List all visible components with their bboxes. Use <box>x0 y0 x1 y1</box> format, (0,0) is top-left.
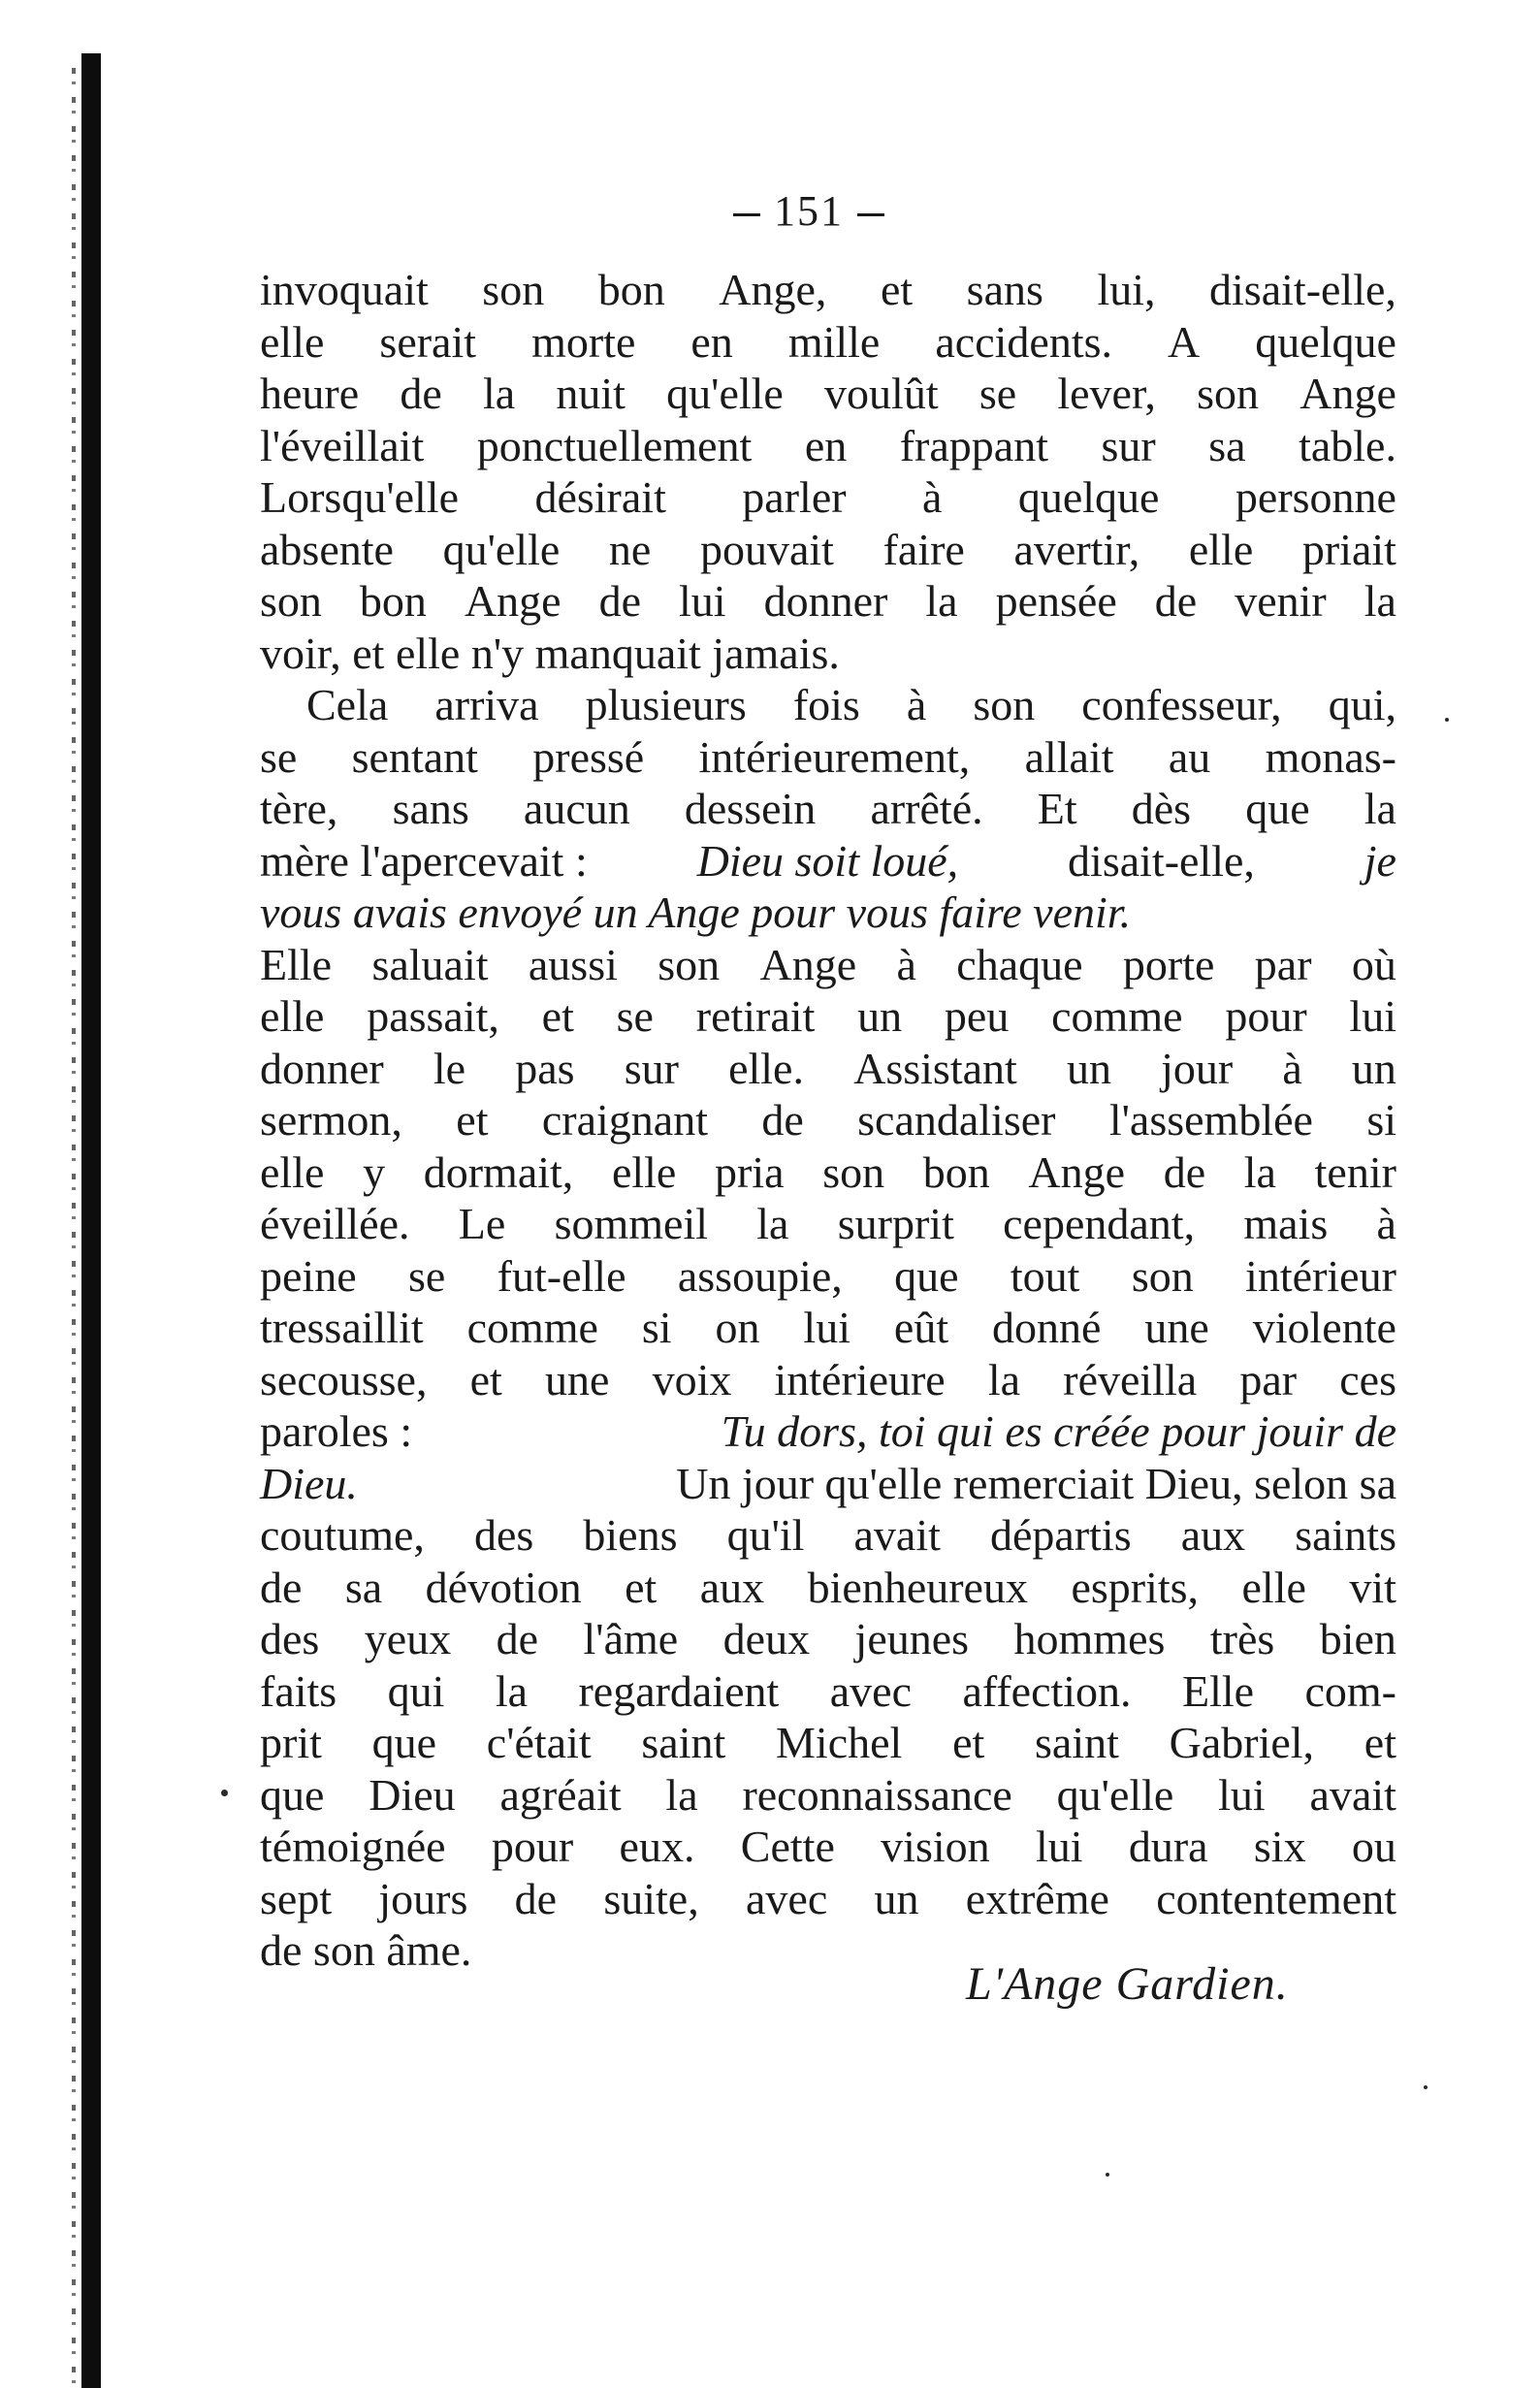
word: chaque <box>956 939 1083 989</box>
word: donner <box>763 576 888 626</box>
word: la <box>665 1769 698 1820</box>
word: Ange <box>1299 369 1396 418</box>
word: ces <box>1339 1354 1396 1404</box>
print-speck <box>1424 2085 1428 2089</box>
text-line <box>260 1354 1396 1406</box>
word: biens <box>583 1510 678 1560</box>
word: à <box>906 680 927 729</box>
word: tout <box>1010 1250 1080 1301</box>
word: avec <box>745 1873 828 1923</box>
word: que <box>371 1718 437 1767</box>
word: Cette <box>740 1822 835 1871</box>
word: faire <box>882 524 965 574</box>
word: que <box>894 1250 959 1301</box>
word: y <box>363 1146 386 1197</box>
word: mais <box>1243 1199 1329 1248</box>
text-line <box>260 1509 1396 1562</box>
word: son <box>482 265 545 314</box>
word: avec <box>829 1665 913 1716</box>
word: sa <box>344 1562 383 1612</box>
text-line <box>260 1613 1396 1665</box>
word: sa <box>1208 420 1246 470</box>
word: lui, <box>1097 265 1156 314</box>
word: en <box>690 316 733 367</box>
text-line <box>260 1043 1396 1095</box>
word: une <box>544 1354 610 1404</box>
binding-edge-texture <box>72 68 76 2388</box>
word: saint <box>1035 1718 1119 1767</box>
word: des <box>473 1510 534 1560</box>
word: sans <box>966 265 1043 314</box>
word: à <box>896 939 916 989</box>
word: six <box>1253 1822 1306 1871</box>
text-line <box>260 1769 1396 1822</box>
word: à <box>922 472 943 522</box>
body-text <box>260 264 1396 1977</box>
word: absente <box>260 524 394 574</box>
word: éveillée. <box>260 1199 410 1248</box>
word: et <box>952 1718 985 1767</box>
word: Et <box>1037 784 1077 833</box>
word: à <box>1282 1043 1302 1093</box>
text-line: voir, et elle n'y manquait jamais. <box>260 628 840 678</box>
word: son <box>658 939 721 989</box>
word: regardaient <box>578 1665 780 1716</box>
word: parler <box>742 472 847 522</box>
word: dévotion <box>425 1562 582 1612</box>
word: lever, <box>1057 369 1156 418</box>
word: qui <box>387 1665 445 1716</box>
text-segment: paroles : <box>260 1406 413 1456</box>
word: reconnaissance <box>742 1769 1012 1820</box>
word: la <box>1364 576 1396 626</box>
word: assoupie, <box>677 1250 843 1301</box>
word: en <box>804 420 848 470</box>
word: intérieurement, <box>698 731 971 782</box>
word: disait-elle, <box>1209 265 1396 314</box>
word: quelque <box>1017 472 1160 522</box>
word: Lorsqu'elle <box>260 472 460 522</box>
word: jour <box>1161 1043 1234 1093</box>
word: lui <box>679 576 726 626</box>
word: le <box>433 1043 466 1093</box>
word: voix <box>652 1354 732 1404</box>
word: arriva <box>434 680 539 729</box>
word: se <box>260 731 298 782</box>
word: aucun <box>523 784 630 833</box>
text-line <box>260 731 1396 784</box>
word: confesseur, <box>1081 680 1282 729</box>
word: la <box>925 576 958 626</box>
word: c'était <box>486 1718 592 1767</box>
italic-quote: Tu dors, toi qui es créée pour jouir de <box>721 1406 1396 1456</box>
word: ponctuellement <box>476 420 753 470</box>
page-number-dash-left <box>733 213 760 216</box>
word: un <box>1066 1043 1111 1093</box>
word: hommes <box>1013 1614 1166 1663</box>
word: elle <box>1188 524 1254 574</box>
word: table. <box>1299 420 1396 470</box>
word: de <box>260 1562 303 1612</box>
word: bon <box>922 1146 990 1197</box>
word: son <box>973 680 1036 729</box>
word: pressé <box>532 731 645 782</box>
word: peine <box>260 1250 357 1301</box>
word: sur <box>624 1043 679 1093</box>
word: désirait <box>534 472 666 522</box>
word: sans <box>392 784 469 833</box>
word: cependant, <box>1003 1199 1196 1248</box>
word: se <box>616 991 654 1041</box>
word: pensée <box>995 576 1117 626</box>
word: son <box>260 576 322 626</box>
word: elle <box>1241 1562 1306 1612</box>
word: tenir <box>1314 1146 1396 1197</box>
word: agréait <box>499 1769 622 1820</box>
word: qu'elle <box>1056 1769 1174 1820</box>
word: frappant <box>899 420 1048 470</box>
word: lui <box>1349 991 1396 1041</box>
word: Assistant <box>853 1043 1017 1093</box>
word: pas <box>515 1043 575 1093</box>
italic-quote: Dieu. <box>260 1458 358 1508</box>
word: dura <box>1128 1822 1208 1871</box>
word: la <box>1364 784 1396 833</box>
word: et <box>469 1354 502 1404</box>
word: morte <box>531 316 636 367</box>
word: lui <box>803 1303 850 1352</box>
text-line <box>260 1094 1396 1146</box>
word: Ange <box>464 576 561 626</box>
word: monas- <box>1265 731 1396 782</box>
text-line <box>260 524 1396 576</box>
word: bon <box>359 576 427 626</box>
text-segment: Un jour qu'elle remerciait Dieu, selon sa <box>676 1458 1396 1508</box>
word: lui <box>1218 1769 1266 1820</box>
word: ne <box>608 524 652 574</box>
word: dès <box>1131 784 1192 833</box>
word: elle. <box>728 1043 804 1093</box>
word: personne <box>1235 472 1396 522</box>
word: contentement <box>1156 1873 1396 1923</box>
italic-quote: vous avais envoyé un Ange pour vous faire venir. <box>260 887 1132 937</box>
word: de <box>1163 1146 1206 1197</box>
print-speck <box>1106 2173 1109 2177</box>
word: l'assemblée <box>1108 1095 1313 1145</box>
word: intérieure <box>774 1354 946 1404</box>
word: sur <box>1101 420 1156 470</box>
word: elle <box>611 1146 677 1197</box>
text-line: de son âme. <box>260 1925 472 1975</box>
text-line <box>260 1717 1396 1769</box>
word: scandaliser <box>857 1095 1056 1145</box>
word: passait, <box>367 991 499 1041</box>
text-line <box>260 575 1396 628</box>
word: donner <box>260 1043 384 1093</box>
word: si <box>1366 1095 1396 1145</box>
text-line <box>260 1250 1396 1303</box>
text-line-mixed <box>260 1458 1396 1510</box>
word: pouvait <box>699 524 834 574</box>
word: qu'il <box>726 1510 805 1560</box>
text-line-mixed <box>260 1405 1396 1458</box>
word: la <box>987 1354 1021 1404</box>
word: son <box>1197 369 1260 418</box>
text-line <box>260 1198 1396 1250</box>
binding-edge <box>81 53 101 2388</box>
word: de <box>496 1614 539 1663</box>
word: son <box>1131 1250 1194 1301</box>
word: bon <box>597 265 665 314</box>
word: de <box>1154 576 1198 626</box>
word: violente <box>1252 1303 1396 1352</box>
text-line-mixed <box>260 835 1396 887</box>
word: elle <box>260 991 325 1041</box>
word: venir <box>1235 576 1327 626</box>
word: la <box>495 1665 529 1716</box>
word: un <box>1351 1043 1396 1093</box>
word: craignant <box>541 1095 708 1145</box>
word: que <box>1245 784 1310 833</box>
text-line <box>260 1562 1396 1614</box>
text-line <box>260 1146 1396 1199</box>
text-line <box>260 316 1396 369</box>
word: la <box>756 1199 789 1248</box>
text-line <box>260 1821 1396 1873</box>
word: par <box>1239 1354 1298 1404</box>
word: Elle <box>260 939 333 989</box>
word: yeux <box>364 1614 452 1663</box>
word: serait <box>379 316 477 367</box>
word: eux. <box>619 1822 695 1871</box>
word: sommeil <box>554 1199 709 1248</box>
word: peu <box>944 991 1010 1041</box>
word: vision <box>881 1822 990 1871</box>
word: intérieur <box>1245 1250 1396 1301</box>
word: fut-elle <box>497 1250 626 1301</box>
word: se <box>407 1250 446 1301</box>
word: Ange <box>1028 1146 1126 1197</box>
word: sermon, <box>260 1095 402 1145</box>
word: esprits, <box>1071 1562 1200 1612</box>
word: jours <box>378 1873 468 1923</box>
word: retirait <box>695 991 816 1041</box>
text-line <box>260 939 1396 991</box>
page-number-value: 151 <box>774 187 844 235</box>
word: Ange <box>759 939 857 989</box>
word: par <box>1254 939 1312 989</box>
text-segment: mère l'apercevait : <box>260 835 588 886</box>
word: invoquait <box>260 265 429 314</box>
word: témoignée <box>260 1822 446 1871</box>
word: A <box>1168 316 1201 367</box>
word: une <box>1144 1303 1209 1352</box>
word: extrême <box>965 1873 1109 1923</box>
word: très <box>1209 1614 1275 1663</box>
word: suite, <box>603 1873 699 1923</box>
word: l'éveillait <box>260 420 425 470</box>
word: qu'elle <box>666 369 784 418</box>
word: un <box>857 991 903 1041</box>
word: saluait <box>371 939 489 989</box>
word: départis <box>990 1510 1132 1560</box>
word: on <box>715 1303 760 1352</box>
word: vit <box>1349 1562 1396 1612</box>
word: Ange, <box>719 265 827 314</box>
word: eût <box>893 1303 949 1352</box>
word: jeunes <box>854 1614 970 1663</box>
text-line <box>260 471 1396 524</box>
word: Michel <box>776 1718 903 1767</box>
word: bienheureux <box>807 1562 1028 1612</box>
word: et <box>880 265 914 314</box>
word: saint <box>641 1718 726 1767</box>
word: la <box>482 369 516 418</box>
word: de <box>514 1873 558 1923</box>
text-line <box>260 264 1396 316</box>
word: Elle <box>1181 1665 1255 1716</box>
text-line <box>260 887 1396 939</box>
word: affection. <box>962 1665 1132 1716</box>
word: surprit <box>837 1199 954 1248</box>
word: deux <box>722 1614 811 1663</box>
word: Le <box>458 1199 506 1248</box>
print-speck <box>221 1790 228 1796</box>
word: sentant <box>351 731 478 782</box>
text-line <box>260 1873 1396 1925</box>
word: fois <box>792 680 860 729</box>
signature: L'Ange Gardien. <box>966 1958 1289 2010</box>
word: l'âme <box>583 1614 679 1663</box>
page-number-dash-right <box>857 213 884 216</box>
word: bien <box>1319 1614 1396 1663</box>
text-line <box>260 990 1396 1043</box>
word: arrêté. <box>870 784 983 833</box>
word: plusieurs <box>585 680 747 729</box>
word: que <box>260 1769 325 1820</box>
word: lui <box>1035 1822 1083 1871</box>
word: heure <box>260 369 360 418</box>
italic-quote: je <box>1364 835 1396 886</box>
word: aussi <box>528 939 618 989</box>
page-number <box>0 186 1540 236</box>
word: com- <box>1304 1665 1396 1716</box>
word: à <box>1376 1199 1396 1248</box>
word: un <box>874 1873 919 1923</box>
word: réveilla <box>1063 1354 1198 1404</box>
word: donné <box>992 1303 1102 1352</box>
word: avertir, <box>1013 524 1140 574</box>
word: tère, <box>260 784 338 833</box>
word: aux <box>699 1562 765 1612</box>
word: pour <box>491 1822 574 1871</box>
word: et <box>541 991 574 1041</box>
word: avait <box>853 1510 941 1560</box>
text-line <box>260 1302 1396 1354</box>
word: avait <box>1309 1769 1396 1820</box>
word: saints <box>1295 1510 1396 1560</box>
text-line <box>260 420 1396 472</box>
word: qu'elle <box>442 524 561 574</box>
text-line <box>260 1665 1396 1718</box>
word: Dieu <box>369 1769 456 1820</box>
word: quelque <box>1255 316 1396 367</box>
text-segment: disait-elle, <box>1068 835 1255 886</box>
word: dormait, <box>423 1146 574 1197</box>
word: coutume, <box>260 1510 425 1560</box>
word: ou <box>1351 1822 1396 1871</box>
text-line <box>260 783 1396 835</box>
word: qui, <box>1328 680 1396 729</box>
word: de <box>761 1095 804 1145</box>
text-line <box>260 368 1396 420</box>
word: faits <box>260 1665 337 1716</box>
word: priait <box>1301 524 1396 574</box>
word: se <box>979 369 1017 418</box>
word: et <box>1364 1718 1396 1767</box>
word: secousse, <box>260 1354 428 1404</box>
word: de <box>400 369 442 418</box>
word: la <box>1243 1146 1276 1197</box>
word: allait <box>1024 731 1114 782</box>
word: mille <box>787 316 881 367</box>
word: comme <box>466 1303 598 1352</box>
word: porte <box>1122 939 1215 989</box>
word: sept <box>260 1873 333 1923</box>
word: nuit <box>556 369 626 418</box>
word: comme <box>1051 991 1183 1041</box>
word: Gabriel, <box>1169 1718 1315 1767</box>
word: dessein <box>684 784 817 833</box>
word: accidents. <box>935 316 1113 367</box>
word: pour <box>1225 991 1307 1041</box>
word: si <box>641 1303 672 1352</box>
word: elle <box>260 1146 325 1197</box>
italic-quote: Dieu soit loué, <box>696 835 959 886</box>
word: voulût <box>824 369 939 418</box>
word: aux <box>1180 1510 1246 1560</box>
word: Cela <box>306 680 389 729</box>
word: au <box>1168 731 1211 782</box>
word: où <box>1351 939 1396 989</box>
word: son <box>822 1146 885 1197</box>
word: elle <box>260 316 325 367</box>
word: des <box>260 1614 320 1663</box>
text-line <box>260 679 1396 731</box>
word: prit <box>260 1718 322 1767</box>
word: et <box>456 1095 489 1145</box>
word: de <box>598 576 642 626</box>
word: tressaillit <box>260 1303 424 1352</box>
word: pria <box>715 1146 785 1197</box>
word: et <box>625 1562 658 1612</box>
print-speck <box>1445 718 1449 722</box>
